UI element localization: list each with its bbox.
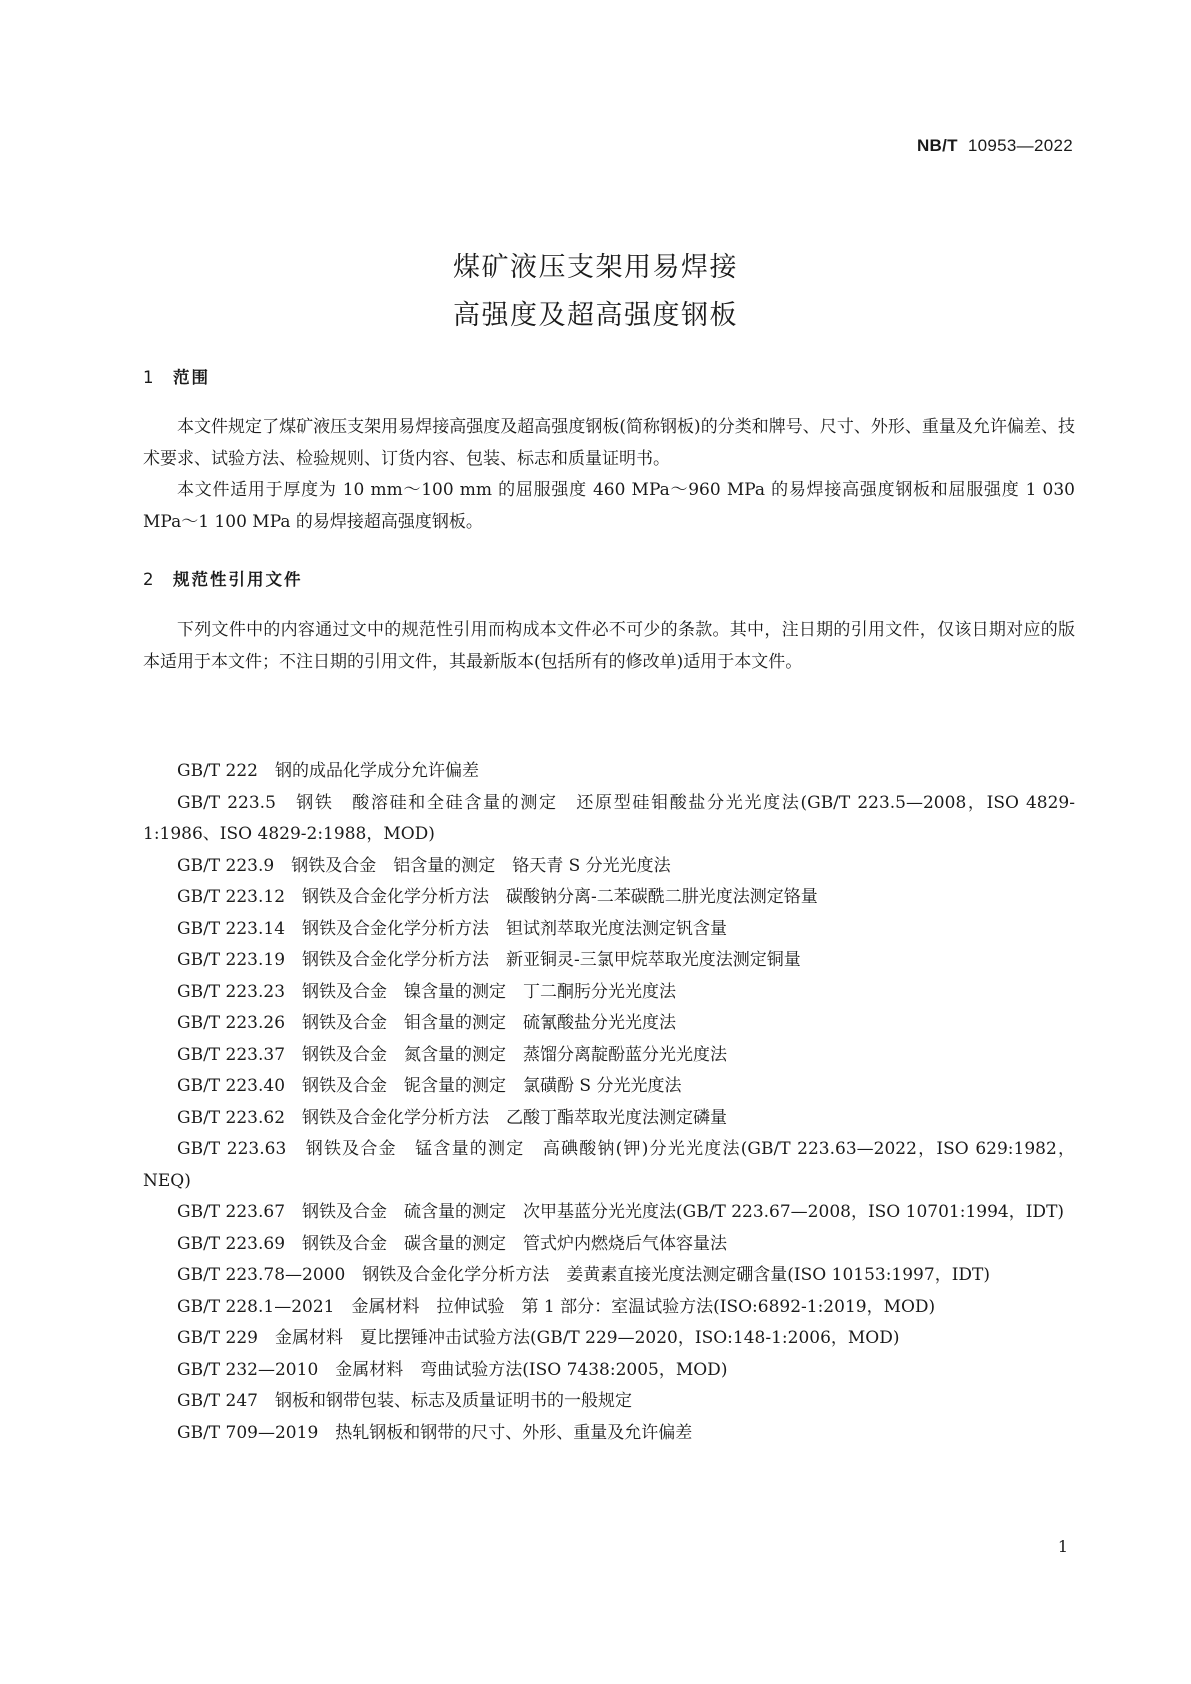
reference-item: GB/T 223.37 钢铁及合金 氮含量的测定 蒸馏分离靛酚蓝分光光度法	[177, 1044, 728, 1065]
reference-item: GB/T 223.67 钢铁及合金 硫含量的测定 次甲基蓝分光光度法(GB/T 223.67—2008，ISO 10701:1994，IDT)	[177, 1202, 1065, 1222]
standard-prefix: NB/T	[916, 136, 958, 155]
scope-paragraph-1: 本文件规定了煤矿液压支架用易焊接高强度及超高强度钢板(简称钢板)的分类和牌号、尺寸、外形、重量及允许偏差、技术要求、试验方法、检验规则、订货内容、包装、标志和质量证明书。	[143, 417, 1075, 469]
document-title-line-1: 煤矿液压支架用易焊接	[453, 252, 738, 283]
reference-item: GB/T 229 金属材料 夏比摆锤冲击试验方法(GB/T 229—2020，ISO:148-1:2006，MOD)	[177, 1328, 900, 1348]
reference-item: GB/T 709—2019 热轧钢板和钢带的尺寸、外形、重量及允许偏差	[177, 1422, 693, 1443]
reference-item: GB/T 223.19 钢铁及合金化学分析方法 新亚铜灵-三氯甲烷萃取光度法测定铜量	[177, 950, 801, 970]
standard-code	[917, 136, 1073, 156]
reference-item: GB/T 223.5 钢铁 酸溶硅和全硅含量的测定 还原型硅钼酸盐分光光度法(GB/T 223.5—2008，ISO 4829-1:1986、ISO 4829-2:1988，MOD)	[143, 792, 1075, 844]
references-intro: 下列文件中的内容通过文中的规范性引用而构成本文件必不可少的条款。其中，注日期的引用文件，仅该日期对应的版本适用于本文件；不注日期的引用文件，其最新版本(包括所有的修改单)适用于本文件。	[143, 620, 1075, 672]
section-title: 范围	[173, 368, 210, 387]
reference-list	[143, 756, 1075, 1449]
scope-paragraph-2: 本文件适用于厚度为 10 mm～100 mm 的屈服强度 460 MPa～960 MPa 的易焊接高强度钢板和屈服强度 1 030 MPa～1 100 MPa 的易焊接超高强度钢板。	[143, 480, 1075, 532]
reference-item: GB/T 223.63 钢铁及合金 锰含量的测定 高碘酸钠(钾)分光光度法(GB/T 223.63—2022，ISO 629:1982，NEQ)	[143, 1139, 1075, 1191]
section-number: 2	[143, 570, 154, 589]
section-heading-scope	[143, 364, 210, 388]
page-number: 1	[1057, 1537, 1068, 1556]
reference-item: GB/T 232—2010 金属材料 弯曲试验方法(ISO 7438:2005，MOD)	[177, 1359, 728, 1380]
section-number: 1	[143, 368, 154, 387]
reference-item: GB/T 247 钢板和钢带包装、标志及质量证明书的一般规定	[177, 1391, 632, 1411]
document-title-line-2: 高强度及超高强度钢板	[453, 300, 738, 331]
section-title: 规范性引用文件	[173, 570, 303, 589]
reference-item: GB/T 223.69 钢铁及合金 碳含量的测定 管式炉内燃烧后气体容量法	[177, 1233, 728, 1254]
reference-item: GB/T 223.12 钢铁及合金化学分析方法 碳酸钠分离-二苯碳酰二肼光度法测定铬量	[177, 887, 818, 907]
reference-item: GB/T 223.78—2000 钢铁及合金化学分析方法 姜黄素直接光度法测定硼含量(ISO 10153:1997，IDT)	[177, 1265, 991, 1285]
reference-item: GB/T 223.26 钢铁及合金 钼含量的测定 硫氰酸盐分光光度法	[177, 1013, 677, 1033]
reference-item: GB/T 222 钢的成品化学成分允许偏差	[177, 761, 479, 781]
reference-item: GB/T 223.40 钢铁及合金 铌含量的测定 氯磺酚 S 分光光度法	[177, 1076, 682, 1096]
standard-number: 10953—2022	[967, 136, 1073, 155]
reference-item: GB/T 223.14 钢铁及合金化学分析方法 钽试剂萃取光度法测定钒含量	[177, 918, 728, 939]
section-heading-normative-references	[143, 566, 303, 590]
reference-item: GB/T 223.23 钢铁及合金 镍含量的测定 丁二酮肟分光光度法	[177, 981, 677, 1002]
reference-item: GB/T 223.9 钢铁及合金 铝含量的测定 铬天青 S 分光光度法	[177, 855, 671, 876]
reference-item: GB/T 223.62 钢铁及合金化学分析方法 乙酸丁酯萃取光度法测定磷量	[177, 1107, 728, 1128]
reference-item: GB/T 228.1—2021 金属材料 拉伸试验 第 1 部分：室温试验方法(ISO:6892-1:2019，MOD)	[177, 1296, 936, 1317]
